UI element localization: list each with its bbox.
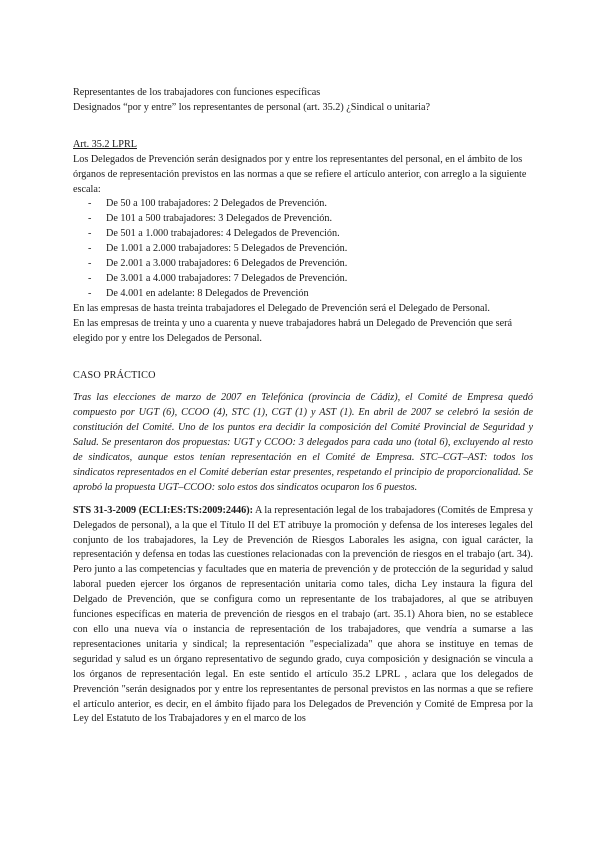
- case-text: Tras las elecciones de marzo de 2007 en Telefónica (provincia de Cádiz), el Comité de Empresa quedó compuesto por UGT (6), CCOO (4), STC (1), CGT (1) y AST (1). En abril de 2007 se celebró la sesión de constitución del Comité. Uno de los puntos era decidir la composición del Comité Provincial de Seguridad y Salud. Se presentaron dos propuestas: UGT y CCOO: 3 delegados para cada uno (total 6), excluyendo al resto de sindicatos, aunque estos tenían representación en el Comité de Empresa. STC–CGT–AST: todos los sindicatos representados en el Comité deberían estar presentes, respetando el principio de proporcionalidad. Se aprobó la propuesta UGT–CCOO: solo estos dos sindicatos ocuparon los 6 puestos.: [73, 392, 533, 493]
- header-topic: Representantes de los trabajadores con funciones específicas: [73, 87, 321, 98]
- article-intro: Los Delegados de Prevención serán designados por y entre los representantes del personal, en el ámbito de los órganos de representación previstos en las normas a que se refiere el artículo anterior, con arreglo a la siguiente escala:: [73, 153, 527, 195]
- list-item: - De 101 a 500 trabajadores: 3 Delegados de Prevención.: [88, 213, 333, 225]
- article-title: Art. 35.2 LPRL: [73, 138, 137, 150]
- list-item: - De 4.001 en adelante: 8 Delegados de Prevención: [88, 287, 309, 299]
- sts-text: A la representación legal de los trabajadores (Comités de Empresa y Delegados de personal), a la que el Título II del ET atribuye la promoción y defensa de los intereses legales del conjunto de los trabajadores, la Ley de Prevención de Riesgos Laborales les asigna, con igual carácter, la representación y defensa en todas las cuestiones relacionadas con la prevención de riesgos en el trabajo (art. 34). Pero junto a las competencias y facultades que en materia de prevención y de protección de la seguridad y salud laboral pueden ejercer los órganos de representación unitaria como tales, dicha Ley instaura la figura del Delgado de Prevención, que se configura como un representante de los trabajadores, al que se atribuyen funciones específicas en materia de prevención de riesgos en el trabajo (art. 35.1) Ahora bien, no se establece con ello una nueva vía o instancia de representación de los trabajadores, que vendría a sumarse a las representaciones unitaria y sindical; la representación "especializada" que ahora se instituye en temas de seguridad y salud es un órgano representativo de segundo grado, cuya composición y designación se vincula a los órganos de representación legal. En este sentido el artículo 35.2 LPRL , aclara que los delegados de Prevención "serán designados por y entre los representantes de personal previstos en las normas a que se refiere el artículo anterior, es decir, en el ámbito fijado para los Delegados de Prevención y Comité de Empresa por la Ley del Estatuto de los Trabajadores y en el marco de los: [73, 504, 533, 725]
- list-item: - De 50 a 100 trabajadores: 2 Delegados de Prevención.: [88, 198, 327, 210]
- header-question: Designados “por y entre” los representantes de personal (art. 35.2) ¿Sindical o unitaria?: [73, 101, 431, 113]
- list-item: - De 2.001 a 3.000 trabajadores: 6 Delegados de Prevención.: [88, 258, 348, 270]
- case-title: CASO PRÁCTICO: [73, 369, 156, 381]
- article-medium-companies: En las empresas de treinta y uno a cuarenta y nueve trabajadores habrá un Delegado de Prevención que será elegido por y entre los Delegados de Personal.: [73, 317, 513, 344]
- sts-reference: STS 31-3-2009 (ECLI:ES:TS:2009:2446):: [73, 504, 254, 516]
- article-small-companies: En las empresas de hasta treinta trabajadores el Delegado de Prevención será el Delegado de Personal.: [73, 302, 490, 314]
- document-page: [73, 86, 533, 727]
- list-item: - De 3.001 a 4.000 trabajadores: 7 Delegados de Prevención.: [88, 272, 348, 284]
- list-item: - De 1.001 a 2.000 trabajadores: 5 Delegados de Prevención.: [88, 243, 348, 255]
- delegate-scale-list: [73, 197, 533, 301]
- list-item: - De 501 a 1.000 trabajadores: 4 Delegados de Prevención.: [88, 228, 340, 240]
- sts-paragraph: [73, 504, 533, 728]
